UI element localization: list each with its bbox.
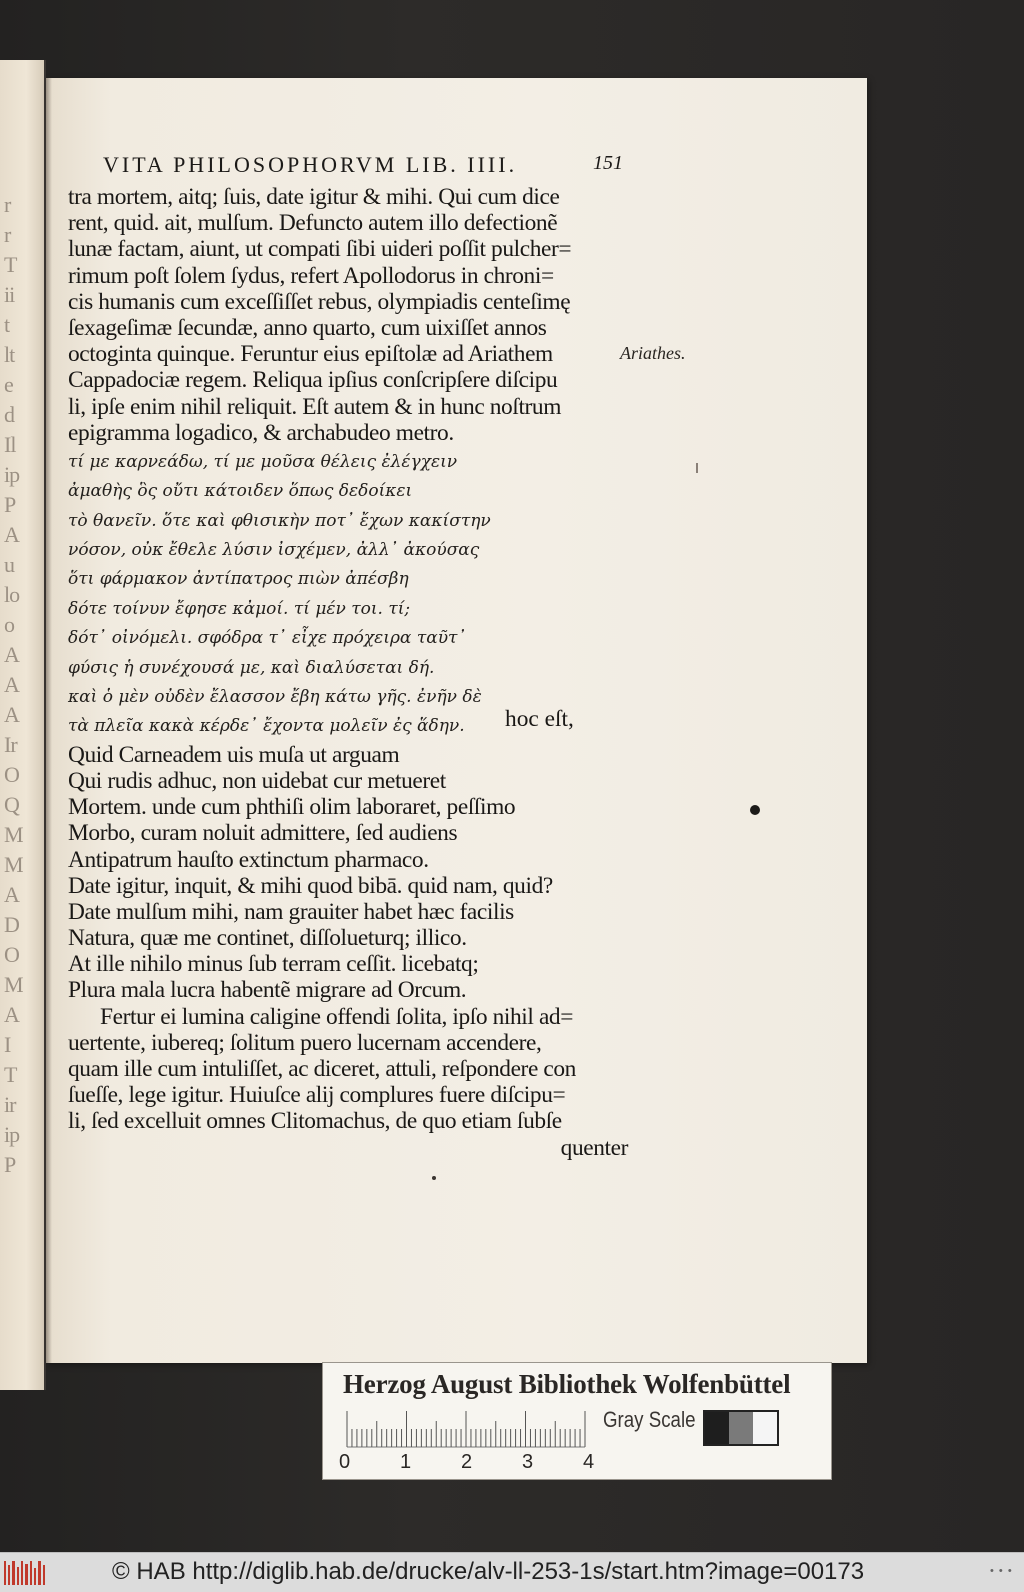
text-line: octoginta quinque. Feruntur eius epiſtolæ ad Ariathem [68,341,553,368]
text-line: ſueſſe, lege igitur. Huiuſce alij complures fuere diſcipu= [68,1082,566,1109]
greek-line: τὸ θανεῖν. ὅτε καὶ φθισικὴν ποτ᾽ ἔχων κακίστην [68,510,491,531]
verse-line: Antipatrum hauſto extinctum pharmaco. [68,846,429,873]
text-line: quam ille cum intuliſſet, ac diceret, attuli, reſpondere con [68,1056,576,1083]
text-line: li, ſed excelluit omnes Clitomachus, de quo etiam ſubſe [68,1108,562,1135]
ruler-number: 0 [339,1451,351,1473]
greek-line: ὅτι φάρμακον ἀντίπατρος πιὼν ἀπέσβη [68,569,409,590]
greek-line: καὶ ὁ μὲν οὐδὲν ἔλασσον ἔβη κάτω γῆς. ἐνῆν δὲ [68,687,482,707]
viewer-footer [0,1552,1024,1592]
text-line: ſexageſimæ ſecundæ, anno quarto, cum uixiſſet annos [68,314,547,341]
ruler-number: 1 [400,1451,412,1473]
prose-block [68,184,628,446]
greek-line: νόσον, οὐκ ἔθελε λύσιν ἰσχέμεν, ἀλλ᾽ ἀκούσας [68,540,480,561]
ruler-number: 4 [583,1451,595,1473]
page-gutter-shadow [46,78,52,1363]
gray-swatch-mid [729,1412,753,1444]
ruler-number: 3 [522,1451,534,1473]
verse-line: Qui rudis adhuc, non uidebat cur metueret [68,767,446,794]
facing-page-edge [0,60,46,1390]
library-color-card [322,1362,832,1480]
text-line: cis humanis cum exceſſiſſet rebus, olympiadis centeſimę [68,288,571,315]
page-text [68,184,628,1161]
running-head-title: VITA PHILOSOPHORVM LIB. IIII. [103,152,518,177]
verse-line: Mortem. unde cum phthiſi olim laboraret, peſſimo [68,794,516,821]
greek-line: ἀμαθὴς ὃς οὔτι κάτοιδεν ὅπως δεδοίκει [68,481,413,502]
paper-speck [432,1176,436,1180]
text-line: lunæ factam, aiunt, ut compati ſibi uideri poſſit pulcher= [68,236,572,263]
gray-scale-label: Gray Scale [603,1407,696,1432]
greek-line: φύσις ἡ συνέχουσά με, καὶ διαλύσεται δή. [68,657,435,678]
catchword: quenter [560,1134,628,1161]
closing-paragraph [68,1004,628,1161]
greek-epigram [68,448,628,742]
verse-line: Date igitur, inquit, & mihi quod bibā. quid nam, quid? [68,872,553,899]
library-name: Herzog August Bibliothek Wolfenbüttel [343,1369,791,1399]
ink-dot [750,805,760,815]
verse-line: Natura, quæ me continet, diſſolueturq; illico. [68,925,467,952]
text-line: rimum poſt ſolem ſydus, refert Apollodorus in chroni= [68,262,554,289]
gray-scale-swatches [703,1410,779,1446]
greek-line: τὰ πλεῖα κακὰ κέρδε᾽ ἔχοντα μολεῖν ἐς ἅδην. [68,716,465,737]
verse-line: Plura mala lucra habentẽ migrare ad Orcum. [68,977,467,1004]
greek-line: δότε τοίνυν ἔφησε κἀμοί. τί μέν τοι. τί; [68,598,411,619]
ruler-scale [343,1407,589,1451]
text-line: Cappadociæ regem. Reliqua ipſius conſcripſere diſcipu [68,367,558,394]
text-line: epigramma logadico, & archabudeo metro. [68,419,454,446]
verse-line: At ille nihilo minus ſub terram ceſſit. licebatq; [68,951,479,978]
ruler-number: 2 [461,1451,473,1473]
copyright-url[interactable]: © HAB http://diglib.hab.de/drucke/alv-ll-253-1s/start.htm?image=00173 [112,1558,865,1585]
text-line: uertente, iubereq; ſolitum puero lucernam accendere, [68,1029,542,1056]
hoc-est-phrase: hoc eſt, [505,706,574,732]
paper-speck [696,463,698,473]
text-line: rent, quid. ait, mulſum. Defuncto autem illo defectionẽ [68,210,558,237]
page-number: 151 [593,152,623,174]
text-line: tra mortem, aitq; ſuis, date igitur & mihi. Qui cum dice [68,184,560,210]
gray-swatch-light [753,1412,777,1444]
verse-line: Date mulſum mihi, nam grauiter habet hæc facilis [68,898,514,925]
latin-verse-translation [68,742,628,1004]
verse-line: Quid Carneadem uis muſa ut arguam [68,741,400,768]
greek-line: τί με καρνεάδω, τί με μοῦσα θέλεις ἐλέγχειν [68,451,458,472]
marginal-note: Ariathes. [620,343,686,363]
gray-swatch-dark [705,1412,729,1444]
more-dots-icon: • • • [990,1565,1013,1577]
ruler-numbers [339,1451,599,1475]
verse-line: Morbo, curam noluit admittere, ſed audiens [68,820,458,847]
running-head [103,152,623,178]
hab-logo-icon [4,1559,46,1587]
text-line: Fertur ei lumina caligine offendi ſolita, ipſo nihil ad= [100,1003,574,1030]
text-line: li, ipſe enim nihil reliquit. Eſt autem & in hunc noſtrum [68,393,562,420]
greek-line: δότ᾽ οἰνόμελι. σφόδρα τ᾽ εἶχε πρόχειρα ταῦτ᾽ [68,628,466,649]
facing-page-glyphs: r r T ii t lt e d Il ip P A u lo o A A A Ir O Q M M A D O M A I T ir ip P [4,192,23,1177]
